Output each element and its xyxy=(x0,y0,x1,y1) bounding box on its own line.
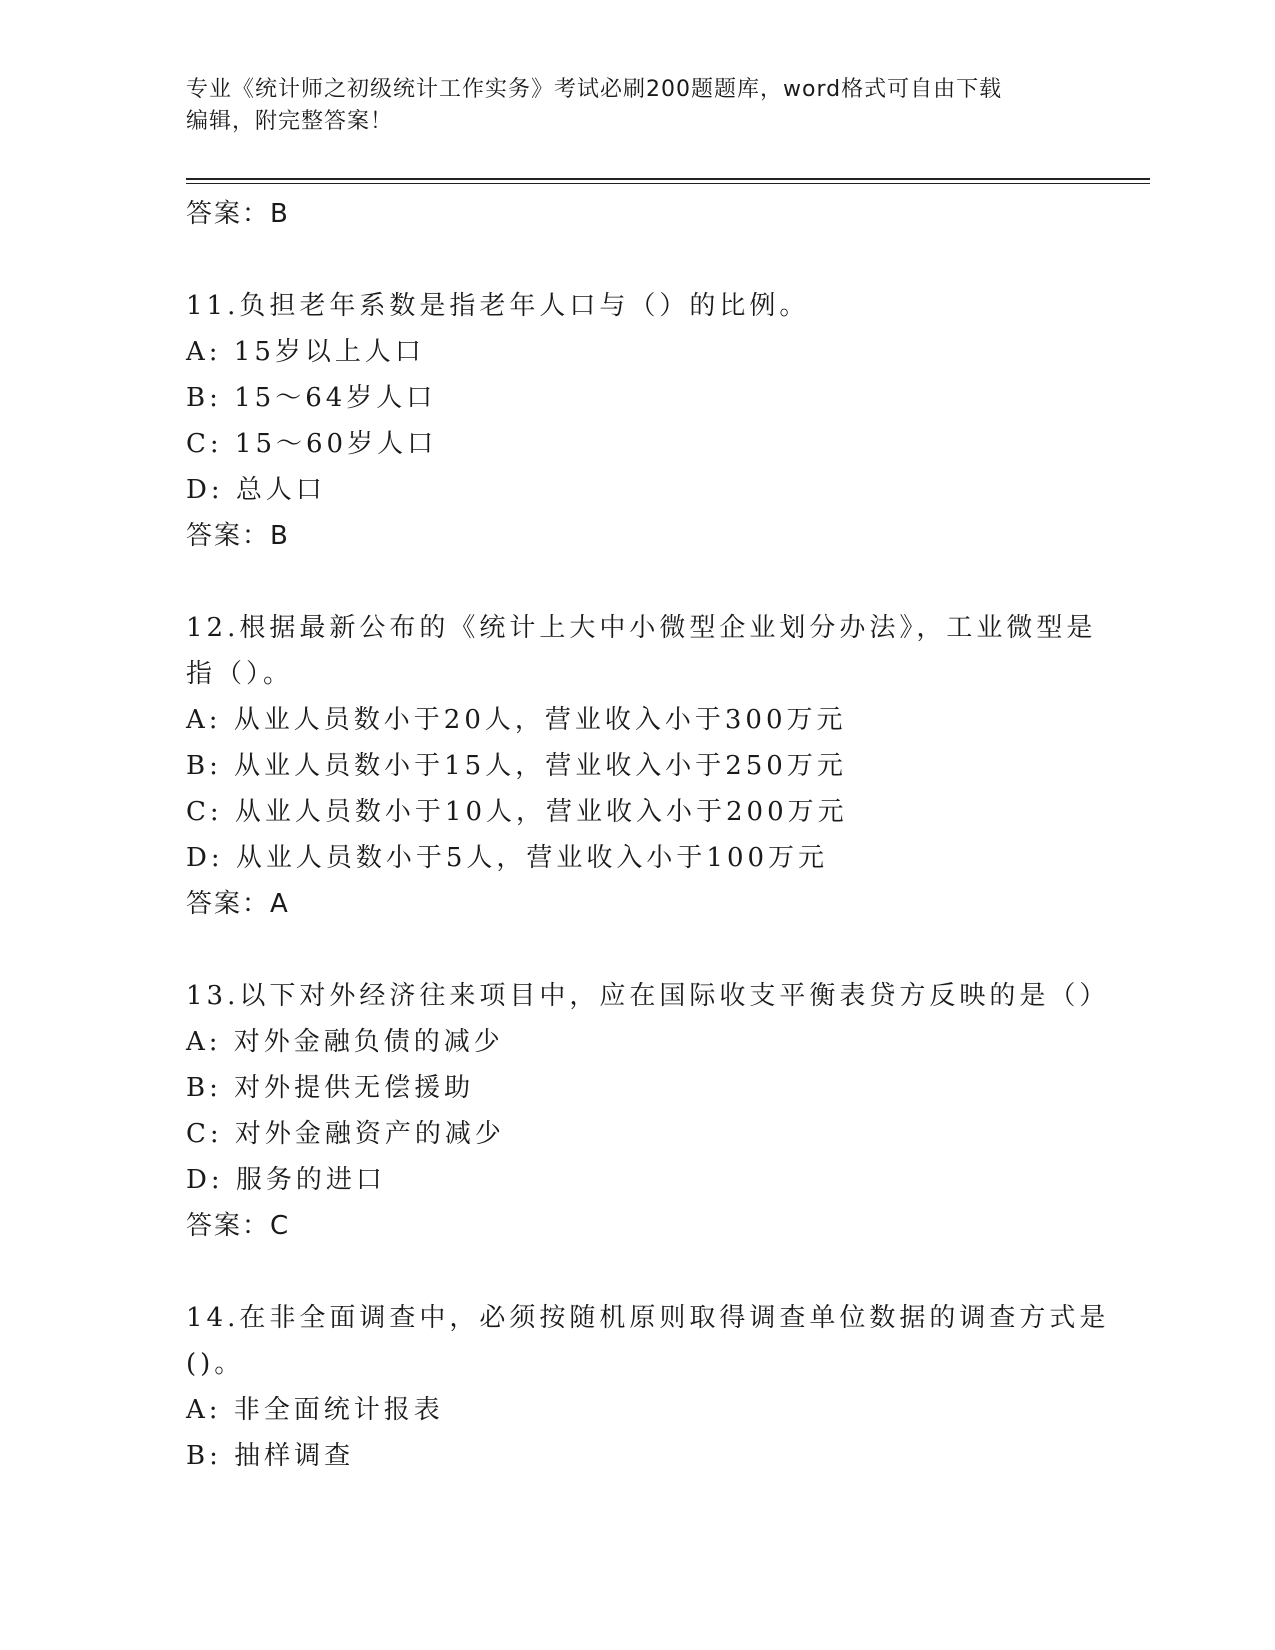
option-c: C: 15～60岁人口 xyxy=(186,429,438,459)
question-stem-line2: ()。 xyxy=(186,1349,245,1379)
answer: 答案：A xyxy=(186,889,290,919)
option-d: D: 从业人员数小于5人，营业收入小于100万元 xyxy=(186,843,829,873)
option-d: D: 服务的进口 xyxy=(186,1165,386,1195)
option-a: A: 15岁以上人口 xyxy=(186,337,425,367)
option-b: B: 从业人员数小于15人，营业收入小于250万元 xyxy=(186,751,847,781)
question-11 xyxy=(186,283,1086,559)
header-title-line1: 专业《统计师之初级统计工作实务》考试必刷200题题库，word格式可自由下载 xyxy=(186,77,1003,102)
option-b: B: 对外提供无偿援助 xyxy=(186,1073,475,1103)
question-stem-line2: 指（）。 xyxy=(186,659,294,689)
question-stem: 13.以下对外经济往来项目中，应在国际收支平衡表贷方反映的是（） xyxy=(186,981,1110,1011)
header-divider-thick xyxy=(186,178,1150,180)
question-12 xyxy=(186,605,1097,927)
option-a: A: 对外金融负债的减少 xyxy=(186,1027,504,1057)
question-stem-line1: 14.在非全面调查中，必须按随机原则取得调查单位数据的调查方式是 xyxy=(186,1303,1110,1333)
header-title-line2: 编辑，附完整答案！ xyxy=(186,109,394,134)
question-stem-line1: 12.根据最新公布的《统计上大中小微型企业划分办法》，工业微型是 xyxy=(186,613,1097,643)
option-b: B: 抽样调查 xyxy=(186,1441,355,1471)
question-list xyxy=(186,191,1110,1479)
question-13 xyxy=(186,973,1110,1249)
option-b: B: 15～64岁人口 xyxy=(186,383,437,413)
answer: 答案：C xyxy=(186,1211,291,1241)
option-c: C: 从业人员数小于10人，营业收入小于200万元 xyxy=(186,797,848,827)
header-divider-thin xyxy=(186,183,1150,184)
previous-answer: 答案：B xyxy=(186,199,290,229)
option-a: A: 非全面统计报表 xyxy=(186,1395,444,1425)
option-c: C: 对外金融资产的减少 xyxy=(186,1119,505,1149)
option-a: A: 从业人员数小于20人，营业收入小于300万元 xyxy=(186,705,847,735)
option-d: D: 总人口 xyxy=(186,475,326,505)
document-header xyxy=(186,74,1086,138)
answer: 答案：B xyxy=(186,521,290,551)
question-stem: 11.负担老年系数是指老年人口与（）的比例。 xyxy=(186,291,810,321)
question-14 xyxy=(186,1295,1110,1479)
